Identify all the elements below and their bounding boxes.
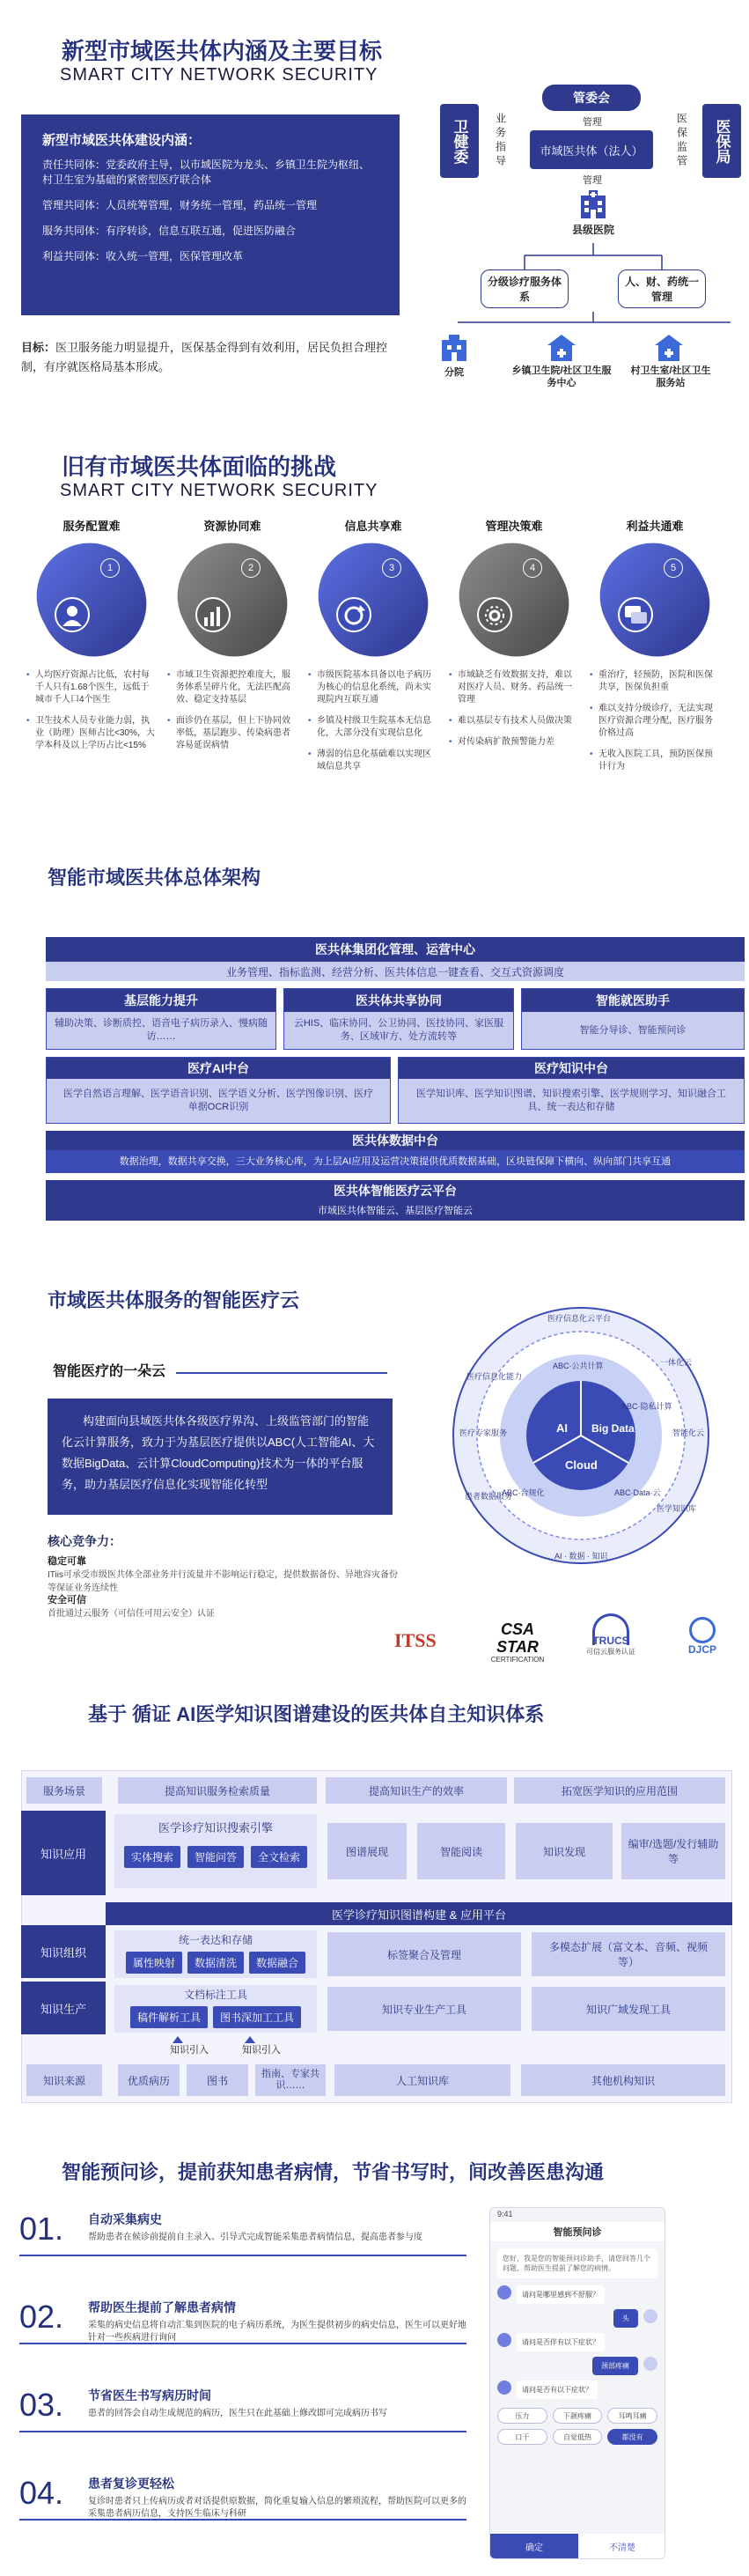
org-connectors (440, 238, 739, 352)
challenge-capsule (18, 524, 165, 675)
manage-label-1: 管理 (583, 117, 602, 128)
person-icon (55, 597, 90, 632)
arch-card-sub: 云HIS、临床协同、公卫协同、医技协同、家医服务、区域审方、处方流转等 (284, 1012, 513, 1049)
cert-trucs-title: TRUCS (592, 1635, 629, 1647)
ring-inner-label: ABC·Data·云 (614, 1488, 661, 1497)
challenge-item: • 对传染病扩散预警能力差 (449, 736, 579, 749)
challenge-item: • 市域缺乏有效数据支持，难以对医疗人员、财务、药品统一管理 (449, 669, 579, 706)
wide-tool-box: 知识广域发现工具 (532, 1987, 725, 2031)
doc-item: 图书深加工工具 (213, 2006, 301, 2028)
kb-scene: 拓宽医学知识的应用范围 (514, 1777, 725, 1804)
step-number: 02. (19, 2299, 64, 2335)
section-knowledge (0, 1691, 749, 2149)
cert-djcp (678, 1617, 727, 1656)
kb-source: 图书 (187, 2064, 248, 2096)
chat-icon (618, 597, 653, 632)
org-item: 数据融合 (249, 1952, 305, 1974)
challenge-items (23, 669, 160, 752)
unified-storage-title: 统一表达和存储 (178, 1933, 253, 1946)
phone-q1 (497, 2285, 657, 2304)
kb-source: 优质病历 (118, 2064, 180, 2096)
core-item-text: 首批通过云服务（可信任可用云安全）认证 (48, 1609, 215, 1619)
step-title: 患者复诊更轻松 (88, 2476, 174, 2491)
kb-app: 知识发现 (516, 1823, 613, 1879)
search-engine-box (114, 1814, 317, 1888)
challenge-number: 3 (382, 558, 401, 578)
search-item: 实体搜索 (124, 1846, 180, 1868)
chip-option[interactable]: 都没有 (607, 2429, 657, 2445)
branch-icon (438, 333, 470, 363)
challenge-items (305, 669, 442, 773)
step-text: 患者的回答会自动生成规范的病历，医生只在此基础上修改即可完成病历书写 (88, 2409, 387, 2418)
phone-a2-text: 颈部疼痛 (592, 2357, 638, 2375)
kb-app: 编审/选题/发行辅助等 (621, 1823, 725, 1879)
phone-intro: 您好，我是您的智能预问诊助手，请您回答几个问题，帮助医生提前了解您的病情。 (497, 2248, 657, 2278)
phone-title: 智能预问诊 (490, 2222, 665, 2241)
challenge-item: • 重治疗，轻预防，医院和医保共享，医保负担重 (590, 669, 720, 694)
arch-card-share (283, 988, 514, 1050)
manage-label-2: 管理 (583, 175, 602, 186)
ai-platform-sub: 医学自然语言理解、医学语音识别、医学语义分析、医学图像识别、医疗单据OCR识别 (47, 1079, 390, 1123)
section-preconsult (0, 2140, 749, 2576)
section3-title: 智能市域医共体总体架构 (48, 867, 261, 889)
goal-label: 目标： (21, 341, 56, 354)
phone-q2-text: 请问是否伴有以下症状？ (517, 2333, 605, 2351)
ops-center-sub: 业务管理、指标监测、经营分析、医共体信息一键查看、交互式资源调度 (46, 962, 745, 981)
arch-card-title: 智能就医助手 (522, 989, 744, 1012)
goal-text (21, 338, 400, 377)
core-item-1 (48, 1555, 400, 1595)
phone-status: 9:41 (497, 2210, 513, 2218)
ring-label: 患者数据服务 (465, 1492, 513, 1501)
step-divider (19, 2255, 466, 2256)
cert-trucs (576, 1613, 646, 1657)
challenge-label: 服务配置难 (62, 519, 121, 533)
user-avatar (643, 2309, 657, 2323)
doc-tool-box (114, 1985, 317, 2033)
cert-djcp-title: DJCP (687, 1643, 716, 1656)
intro-item: 服务共同体：有序转诊，信息互联互通，促进医防融合 (42, 225, 297, 237)
org-item: 数据清洗 (187, 1952, 244, 1974)
import-label-right: 知识引入 (242, 2045, 281, 2056)
knowledge-platform-sub: 医学知识库、医学知识图谱、知识搜索引擎、医学规则学习、知识融合工具、统一表达和存储 (399, 1079, 744, 1123)
kb-app: 智能阅读 (417, 1823, 505, 1879)
data-platform-title: 医共体数据中台 (46, 1131, 745, 1150)
challenge-column (586, 516, 723, 816)
challenge-item: • 难以支持分级诊疗，无法实现医疗资源合理分配，医疗服务价格过高 (590, 703, 720, 740)
ring-label: 医疗专家服务 (459, 1428, 508, 1437)
challenge-item: • 市域卫生资源把控难度大，服务体系呈碎片化，无法匹配高效、稳定支持基层 (167, 669, 297, 706)
core-item-text: ITiis可承受市级医共体全部业务并行流量并不影响运行稳定，提供数据备份、异地容灾备份等保证业务连续性 (48, 1570, 398, 1593)
center-org-box: 市域医共体（法人） (530, 130, 653, 169)
intro-item: 管理共同体：人员统筹管理，财务统一管理，药品统一管理 (42, 199, 318, 211)
challenge-label: 利益共通难 (626, 519, 684, 533)
challenge-capsule (159, 524, 306, 675)
challenge-item: • 难以基层专有技术人员做决策 (449, 715, 579, 727)
ring-label: 医学知识库 (657, 1504, 697, 1513)
challenge-capsule (300, 524, 447, 675)
kb-source-label: 知识来源 (26, 2064, 102, 2096)
phone-a2 (497, 2357, 657, 2375)
section1-subtitle: SMART CITY NETWORK SECURITY (60, 65, 378, 85)
ring-label: 医疗信息化云平台 (547, 1314, 612, 1323)
kb-row-label: 服务场景 (26, 1777, 102, 1804)
section4-title: 市域医共体服务的智能医疗云 (48, 1289, 300, 1311)
challenge-item: • 薄弱的信息化基础难以实现区域信息共享 (308, 749, 438, 773)
core-word-bigdata: Big Data (591, 1422, 635, 1435)
step-number: 04. (19, 2475, 64, 2511)
core-item-name: 稳定可靠 (48, 1556, 86, 1567)
bot-avatar (497, 2285, 511, 2299)
chart-icon (195, 597, 231, 632)
challenge-column (305, 516, 442, 816)
township-clinic-icon (546, 333, 577, 363)
data-platform-card (46, 1131, 745, 1173)
core-item-2 (48, 1594, 400, 1620)
phone-a1 (497, 2309, 657, 2328)
phone-q1-text: 请问是哪里感到不舒服？ (517, 2285, 605, 2304)
ring-label: 一体化云 (660, 1358, 693, 1367)
up-arrow-icon (173, 2036, 183, 2043)
goal-body: 医卫服务能力明显提升，医保基金得到有效利用，居民负担合理控制，有序就医格局基本形成。 (21, 341, 388, 373)
step-text: 帮助患者在候诊前提前自主录入、引导式完成智能采集患者病情信息，提高患者参与度 (88, 2233, 422, 2242)
cloud-subtitle: 智能医疗的一朵云 (53, 1364, 166, 1379)
kb-source: 其他机构知识 (521, 2064, 725, 2096)
kb-prod-label: 知识生产 (21, 1982, 106, 2034)
arch-card-sub: 辅助决策、诊断质控、语音电子病历录入、慢病随访…… (47, 1012, 275, 1049)
ops-center-title: 医共体集团化管理、运营中心 (315, 942, 475, 956)
core-title: 核心竞争力： (48, 1534, 121, 1548)
ring-label: 医疗信息化能力 (466, 1372, 523, 1381)
hospital-icon (576, 188, 611, 220)
tier-service-box: 分级诊疗服务体系 (481, 269, 569, 308)
step-divider (19, 2431, 466, 2432)
chip-option[interactable]: 压力 (497, 2408, 547, 2424)
village-clinic-label: 村卫生室/社区卫生服务站 (630, 365, 711, 388)
data-platform-sub: 数据治理，数据共享交换，三大业务核心库，为上层AI应用及运营决策提供优质数据基础，区块链保障下横向、纵向部门共享互通 (46, 1150, 745, 1173)
challenge-capsule (582, 524, 729, 675)
arch-card-title: 医共体共享协同 (284, 989, 513, 1012)
challenge-number: 1 (100, 558, 120, 578)
phone-q3 (497, 2380, 657, 2399)
import-label-left: 知识引入 (170, 2045, 209, 2056)
section5-title: 基于 循证 AI医学知识图谱建设的医共体自主知识体系 (88, 1703, 545, 1725)
knowledge-platform-card (398, 1057, 745, 1124)
ai-platform-card (46, 1057, 391, 1124)
phone-mockup (489, 2207, 665, 2559)
cloud-platform-title: 医共体智能医疗云平台 (46, 1180, 745, 1201)
branch-label: 分院 (444, 367, 464, 378)
kb-scene: 提高知识服务检索质量 (118, 1777, 317, 1804)
gear-icon (477, 597, 512, 632)
challenge-number: 5 (664, 558, 683, 578)
challenge-number: 2 (241, 558, 261, 578)
kb-scene: 提高知识生产的效率 (326, 1777, 507, 1804)
user-avatar (643, 2357, 657, 2371)
cloud-ring-diagram (449, 1303, 713, 1568)
expert-tool-box: 知识专业生产工具 (327, 1987, 521, 2031)
kb-app: 图谱展现 (327, 1823, 407, 1879)
core-item-name: 安全可信 (48, 1595, 86, 1605)
challenge-column (23, 516, 160, 816)
step-text: 复诊时患者只上传病历或者对话提供原数据，简化重复输入信息的繁琐流程，帮助医院可以更多的采集患者病历信息，支持医生临床与科研 (88, 2497, 466, 2519)
djcp-seal-icon (689, 1617, 716, 1643)
cert-csa-title: CSA STAR (496, 1620, 539, 1656)
ring-inner-label: ABC·隐私计算 (621, 1402, 672, 1411)
challenge-column (164, 516, 301, 816)
cert-csa-sub: CERTIFICATION (490, 1656, 545, 1664)
section6-title: 智能预问诊，提前获知患者病情，节省书写时，间改善医患沟通 (62, 2161, 605, 2183)
core-word-ai: AI (556, 1421, 568, 1435)
cert-itss: ITSS (394, 1629, 437, 1651)
org-item: 属性映射 (126, 1952, 182, 1974)
section1-title: 新型市域医共体内涵及主要目标 (62, 38, 383, 64)
intro-card-title: 新型市域医共体建设内涵： (42, 133, 202, 148)
challenge-number: 4 (523, 558, 542, 578)
challenge-column (445, 516, 583, 816)
challenge-item: • 面诊仍在基层，但上下协同效率低，基层跑步、传染病患者容易延误病情 (167, 715, 297, 752)
section-intro (0, 0, 749, 388)
tier-manage-box: 人、财、药统一管理 (618, 269, 706, 308)
ai-platform-title: 医疗AI中台 (47, 1058, 390, 1079)
challenge-item: • 无收入医院工具，预防医保预计行为 (590, 749, 720, 773)
phone-q3-text: 请问是否有以下症状？ (517, 2380, 598, 2399)
ring-inner-label: ABC·公共计算 (553, 1362, 604, 1370)
cloud-platform-sub: 市域医共体智能云、基层医疗智能云 (46, 1201, 745, 1221)
kb-platform-bar: 医学诊疗知识图谱构建 & 应用平台 (106, 1902, 732, 1925)
challenge-capsule (441, 524, 588, 675)
vertical-guidance: 业务指导 (494, 113, 507, 169)
step-title: 帮助医生提前了解患者病情 (88, 2300, 236, 2314)
chip-option[interactable]: 口干 (497, 2429, 547, 2445)
step-number: 03. (19, 2387, 64, 2423)
ring-label: 智能化云 (672, 1428, 705, 1437)
arch-card-assistant (521, 988, 745, 1050)
step-text: 采集的病史信息将自动汇集到医院的电子病历系统，为医生提供初步的病史信息，医生可以更好地针对一些疾病进行询问 (88, 2321, 466, 2343)
kb-app-label: 知识应用 (21, 1811, 106, 1895)
section-cloud (0, 1268, 749, 1673)
phone-a1-text: 头 (613, 2309, 638, 2328)
search-engine-title: 医学诊疗知识搜索引擎 (158, 1820, 273, 1834)
ring-inner-label: ABC·合规化 (502, 1488, 545, 1497)
unsure-button[interactable]: 不清楚 (578, 2534, 665, 2558)
challenge-label: 信息共享难 (344, 519, 402, 533)
intro-item: 利益共同体：收入统一管理，医保管理改革 (42, 250, 244, 262)
cert-csa (482, 1620, 553, 1664)
bot-avatar (497, 2333, 511, 2347)
kb-source: 指南、专家共识…… (255, 2064, 326, 2096)
refresh-icon (336, 597, 371, 632)
section2-title: 旧有市域医共体面临的挑战 (62, 454, 337, 480)
challenge-item: • 卫生技术人员专业能力弱，执业（助理）医师占比<30%，大学本科及以上学历占比<15% (26, 715, 157, 752)
confirm-button[interactable]: 确定 (490, 2534, 578, 2558)
township-clinic-label: 乡镇卫生院/社区卫生服务中心 (511, 365, 612, 388)
committee-box: 管委会 (542, 85, 641, 111)
kb-source: 人工知识库 (334, 2064, 510, 2096)
county-hospital-label: 县级医院 (571, 223, 614, 236)
tag-aggregation-box: 标签聚合及管理 (327, 1932, 521, 1976)
intro-card (21, 114, 400, 315)
unified-storage-box (114, 1930, 317, 1978)
challenge-item: • 市级医院基本具备以电子病历为核心的信息化系统，尚未实现院内互联互通 (308, 669, 438, 706)
step-title: 节省医生书写病历时间 (88, 2388, 211, 2403)
up-arrow-icon (245, 2036, 255, 2043)
phone-q2 (497, 2333, 657, 2351)
chip-option[interactable]: 下颌疼痛 (553, 2408, 603, 2424)
phone-chips (497, 2408, 657, 2445)
arch-card-title: 基层能力提升 (47, 989, 275, 1012)
multimodal-box: 多模态扩展（富文本、音频、视频等） (532, 1932, 725, 1976)
core-word-cloud: Cloud (565, 1458, 598, 1472)
challenge-items (445, 669, 583, 749)
challenge-items (586, 669, 723, 773)
kb-org-label: 知识组织 (21, 1925, 106, 1978)
challenge-items (164, 669, 301, 752)
cert-trucs-sub: 可信云服务认证 (586, 1648, 635, 1656)
section-challenges (0, 440, 749, 828)
org-insurance-bureau: 医保局 (702, 104, 741, 178)
cloud-platform-card (46, 1180, 745, 1221)
knowledge-platform-title: 医疗知识中台 (399, 1058, 744, 1079)
subtitle-rule (176, 1372, 387, 1374)
arch-card-basic (46, 988, 276, 1050)
org-health-commission: 卫健委 (440, 104, 479, 178)
doc-item: 稿件解析工具 (130, 2006, 208, 2028)
ring-label: AI · 数据 · 知识 (554, 1552, 608, 1561)
ops-center-bar (46, 937, 745, 962)
section2-subtitle: SMART CITY NETWORK SECURITY (60, 481, 378, 500)
intro-item: 责任共同体：党委政府主导，以市域医院为龙头、乡镇卫生院为枢纽、村卫生室为基础的紧密型医疗联合体 (42, 159, 371, 186)
search-item: 智能问答 (187, 1846, 244, 1868)
vertical-supervision: 医保监管 (675, 113, 688, 169)
chip-option[interactable]: 自觉低热 (553, 2429, 603, 2445)
arch-card-sub: 智能分导诊、智能预问诊 (522, 1012, 744, 1049)
challenge-item: • 人均医疗资源占比低，农村每千人只有1.68个医生，远低于城市千人口4个医生 (26, 669, 157, 706)
section-architecture (0, 854, 749, 1233)
village-clinic-icon (653, 333, 685, 363)
search-item: 全文检索 (251, 1846, 307, 1868)
challenge-item: • 乡镇及村级卫生院基本无信息化，大部分没有实现信息化 (308, 715, 438, 740)
step-title: 自动采集病史 (88, 2212, 162, 2226)
challenge-label: 资源协同难 (203, 519, 261, 533)
phone-actions (490, 2534, 665, 2558)
cloud-desc-card: 构建面向县域医共体各级医疗界沟、上级监管部门的智能化云计算服务，致力于为基层医疗提供以ABC(人工智能AI、大数据BigData、云计算CloudComputing)技术为一体的平台服务，助力基层医疗信息化实现智能化转型 (48, 1399, 393, 1515)
step-number: 01. (19, 2211, 64, 2247)
doc-tool-title: 文档标注工具 (183, 1988, 247, 2001)
chip-option[interactable]: 耳鸣耳痛 (607, 2408, 657, 2424)
bot-avatar (497, 2380, 511, 2395)
challenge-label: 管理决策难 (485, 519, 543, 533)
